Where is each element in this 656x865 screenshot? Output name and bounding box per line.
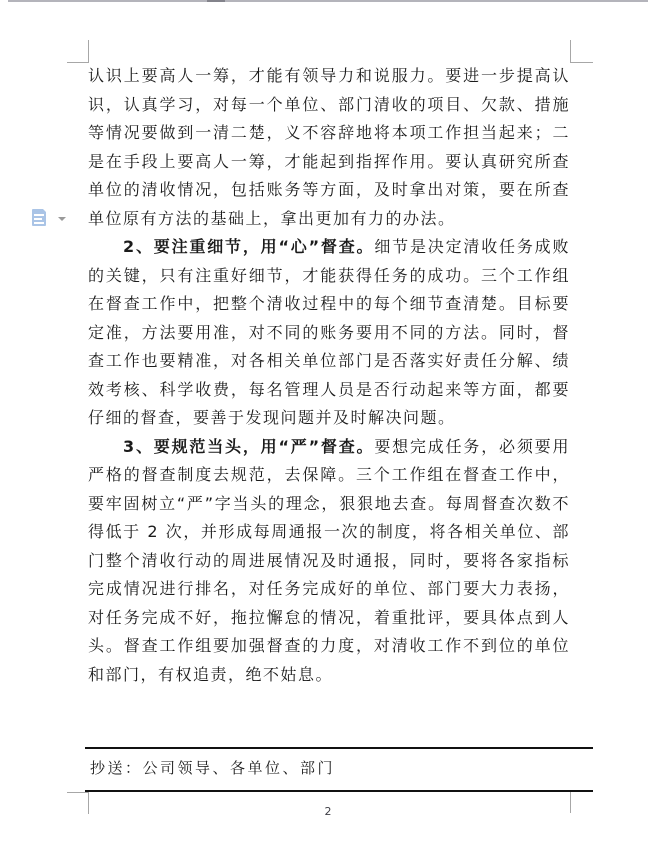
cc-distribution-line: 抄送：公司领导、各单位、部门 <box>90 759 336 777</box>
margin-crop-mark-top-right <box>570 40 593 63</box>
paragraph-bold-heading: 3、要规范当头，用“严”督查。 <box>123 436 375 456</box>
margin-crop-mark-top-left <box>67 40 89 63</box>
paragraph-item-3 <box>88 433 570 690</box>
paragraph-item-2 <box>88 233 570 433</box>
footer-divider-bottom <box>85 790 593 792</box>
top-edge-bar <box>8 0 648 2</box>
folded-corner <box>42 208 47 213</box>
document-page-icon <box>32 209 46 226</box>
paragraph-text: 要想完成任务，必须要用严格的督查制度去规范，去保障。三个工作组在督查工作中，要牢固树立“严”字当头的理念，狠狠地去查。每周督查次数不得低于 2 次，并形成每周通报一次的制度，将各相关单位、部门整个清收行动的周进展情况及时通报，同时，要将各家指标完成情况进行排名，对任务完成好的单位、部门要大力表扬，对任务完成不好，拖拉懈怠的情况，着重批评，要具体点到人头。督查工作组要加强督查的力度，对清收工作不到位的单位和部门，有权追责，绝不姑息。 <box>88 436 570 684</box>
paragraph-text: 认识上要高人一筹，才能有领导力和说服力。要进一步提高认识，认真学习，对每一个单位、部门清收的项目、欠款、措施等情况要做到一清二楚，义不容辞地将本项工作担当起来；二是在手段上要高人一筹，才能起到指挥作用。要认真研究所查单位的清收情况，包括账务等方面，及时拿出对策，要在所查单位原有方法的基础上，拿出更加有力的办法。 <box>88 66 570 228</box>
page-number: 2 <box>324 805 332 818</box>
paragraph-continued <box>88 62 570 233</box>
footer-divider-top <box>85 747 593 749</box>
paragraph-bold-heading: 2、要注重细节，用“心”督查。 <box>123 237 375 256</box>
paste-options-button[interactable] <box>32 208 66 228</box>
scrollbar-thumb[interactable] <box>207 0 225 2</box>
document-body <box>88 62 570 689</box>
chevron-down-icon[interactable] <box>58 217 66 221</box>
paragraph-text: 细节是决定清收任务成败的关键，只有注重好细节，才能获得任务的成功。三个工作组在督查工作中，把整个清收过程中的每个细节查清楚。目标要定准，方法要用准，对不同的账务要用不同的方法。同时，督查工作也要精准，对各相关单位部门是否落实好责任分解、绩效考核、科学收费，每名管理人员是否行动起来等方面，都要仔细的督查，要善于发现问题并及时解决问题。 <box>88 237 570 427</box>
